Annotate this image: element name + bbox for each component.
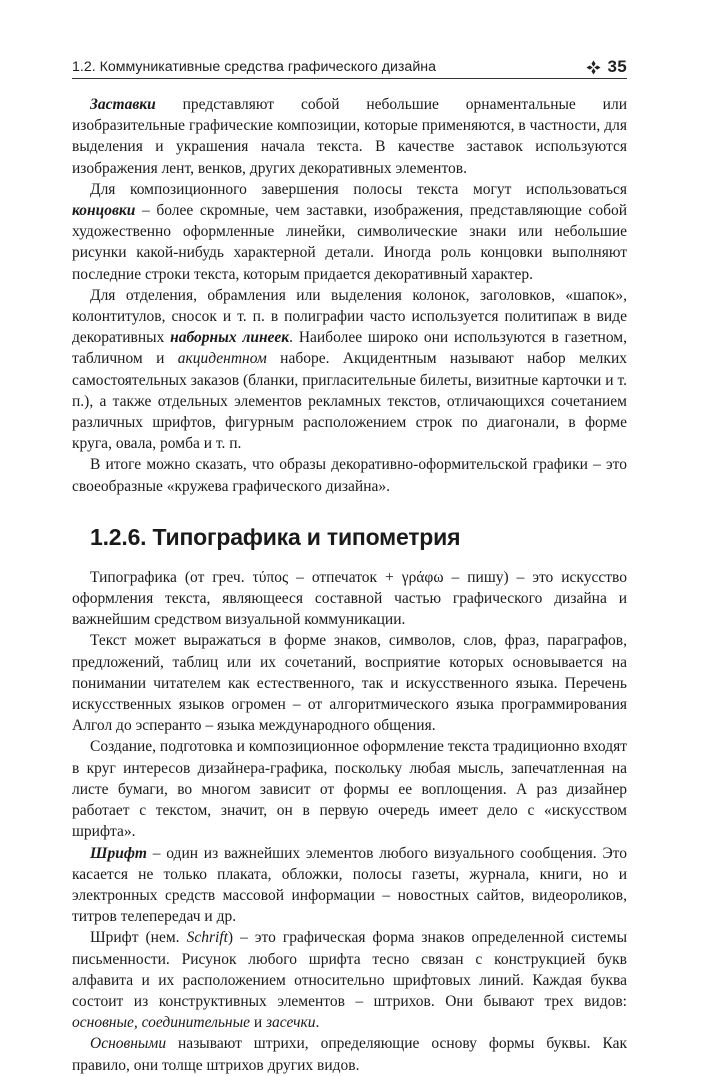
- paragraph: [72, 736, 627, 842]
- text-run: Шрифт (нем.: [90, 929, 187, 947]
- text-run: ) – это графическая форма знаков определенной системы письменности. Рисунок любого шрифта тесно связан с конструкцией букв алфавита и их расположением относительно шрифтовых линий. Каждая буква состоит из конструктивных элементов – штрихов. Они бывают трех видов:: [72, 929, 627, 1010]
- text-run: называют штрихи, определяющие основу формы буквы. Как правило, они толще штрихов других видов.: [72, 1035, 627, 1074]
- paragraph: [72, 567, 627, 631]
- paragraph: [72, 454, 627, 496]
- text-run: Для отделения, обрамления или выделения колонок, заголовков, «шапок», колонтитулов, сносок и т. п. в полиграфии часто используется политипаж в виде декоративных: [72, 286, 627, 347]
- page-number: 35: [607, 57, 627, 76]
- body-text: [72, 94, 627, 1076]
- text-run: и: [249, 1014, 266, 1032]
- text-run: Для композиционного завершения полосы текста могут использоваться: [90, 180, 627, 198]
- emphasis-text: наборных линеек: [170, 329, 290, 347]
- text-run: . Наиболее широко они используются в газетном, табличном и: [72, 329, 627, 368]
- text-run: Текст может выражаться в форме знаков, символов, слов, фраз, параграфов, предложений, таблиц или их сочетаний, восприятие которых основывается на понимании читателем как естественного, так и искусственного языка. Перечень искусственных языков огромен – от алгоритмического языка программирования Алгол до эсперанто – языка международного общения.: [72, 632, 627, 735]
- page-number-group: [586, 57, 627, 77]
- emphasis-text: Schrift: [186, 929, 228, 947]
- emphasis-text: Основными: [90, 1035, 167, 1053]
- text-run: .: [315, 1014, 320, 1032]
- text-run: наборе. Акцидентным называют набор мелких самостоятельных заказов (бланки, пригласительные билеты, визитные карточки и т. п.), а также отдельных элементов рекламных текстов, отличающихся сочетанием различных шрифтов, фигурным расположением строк по диагонали, в форме круга, овала, ромба и т. п.: [72, 350, 627, 453]
- paragraph: [72, 179, 627, 285]
- paragraph: [72, 843, 627, 928]
- text-run: Типографика (от греч. τύπος – отпечаток + γράφω – пишу) – это искусство оформления текста, являющееся составной частью графического дизайна и важнейшим средством визуальной коммуникации.: [72, 568, 627, 629]
- section-paragraphs: [72, 567, 627, 1076]
- emphasis-text: Заставки: [90, 96, 156, 113]
- header-rule: [72, 78, 627, 79]
- running-title: 1.2. Коммуникативные средства графического дизайна: [72, 59, 436, 75]
- intro-paragraphs: [72, 94, 627, 497]
- emphasis-text: засечки: [266, 1014, 316, 1032]
- fleuron-diamond-icon: [586, 60, 601, 75]
- paragraph: [72, 285, 627, 455]
- text-run: Создание, подготовка и композиционное оформление текста традиционно входят в круг интересов дизайнера-графика, поскольку любая мысль, запечатленная на листе бумаги, во многом зависит от формы ее воплощения. А раз дизайнер работает с текстом, значит, он в первую очередь имеет дело с «искусством шрифта».: [72, 738, 627, 841]
- running-head: [72, 56, 627, 78]
- paragraph: [72, 927, 627, 1033]
- emphasis-text: Шрифт: [90, 844, 147, 862]
- paragraph: [72, 1033, 627, 1075]
- text-run: – более скромные, чем заставки, изображения, представляющие собой художественно оформленные линейки, символические знаки или небольшие рисунки какой-нибудь характерной детали. Иногда роль концовки выполняют последние строки текста, которым придается декоративный характер.: [72, 202, 627, 283]
- section-heading: 1.2.6. Типографика и типометрия: [90, 523, 461, 550]
- text-run: представляют собой небольшие орнаментальные или изобразительные графические композиции, которые применяются, в частности, для выделения и украшения начала текста. В качестве заставок используются изображения лент, венков, других декоративных элементов.: [72, 96, 627, 177]
- emphasis-text: концовки: [72, 202, 136, 220]
- emphasis-text: основные, соединительные: [72, 1014, 250, 1032]
- paragraph: [72, 94, 627, 179]
- text-run: В итоге можно сказать, что образы декоративно-оформительской графики – это своеобразные «кружева графического дизайна».: [72, 456, 627, 495]
- emphasis-text: акцидентном: [177, 350, 267, 368]
- paragraph: [72, 630, 627, 736]
- text-run: – один из важнейших элементов любого визуального сообщения. Это касается не только плаката, обложки, полосы газеты, журнала, книги, но и электронных средств массовой информации – новостных сайтов, видеороликов, титров телепередач и др.: [72, 844, 627, 926]
